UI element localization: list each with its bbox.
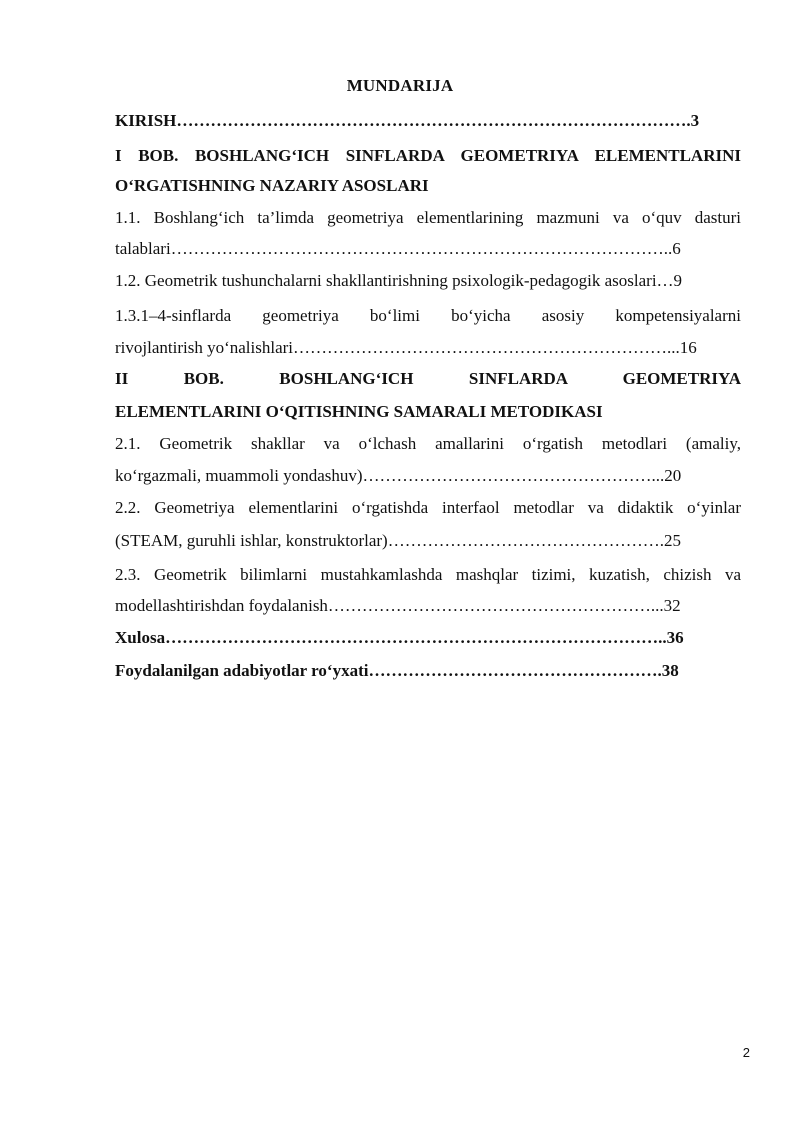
toc-entry-section-2-2-line-1: 2.2. Geometriya elementlarini o‘rgatishda interfaol metodlar va didaktik o‘yinlar — [115, 498, 741, 517]
toc-entry-section-2-3-line-1: 2.3. Geometrik bilimlarni mustahkamlashda mashqlar tizimi, kuzatish, chizish va — [115, 565, 741, 584]
toc-entry-section-1-3-line-1: 1.3.1–4-sinflarda geometriya bo‘limi bo‘yicha asosiy kompetensiyalarni — [115, 306, 741, 325]
toc-entry-chapter-1-line-1: I BOB. BOSHLANG‘ICH SINFLARDA GEOMETRIYA ELEMENTLARINI — [115, 146, 741, 165]
toc-entry-section-2-1-line-2: ko‘rgazmali, muammoli yondashuv)……………………………………………...20 — [115, 466, 682, 485]
toc-entry-section-1-1-line-2: talablari……………………………………………………………………………..6 — [115, 239, 681, 258]
page-title: MUNDARIJA — [346, 76, 454, 95]
toc-entry-section-1-2: 1.2. Geometrik tushunchalarni shakllantirishning psixologik-pedagogik asoslari…9 — [115, 271, 683, 290]
toc-entry-section-1-3-line-2: rivojlantirish yo‘nalishlari…………………………………………………………...16 — [115, 338, 697, 357]
toc-entry-section-1-1-line-1: 1.1. Boshlang‘ich ta’limda geometriya elementlarining mazmuni va o‘quv dasturi — [115, 208, 741, 227]
toc-entry-section-2-1-line-1: 2.1. Geometrik shakllar va o‘lchash amallarini o‘rgatish metodlari (amaliy, — [115, 434, 741, 453]
toc-entry-adabiyotlar: Foydalanilgan adabiyotlar ro‘yxati…………………………………………….38 — [115, 661, 679, 680]
toc-entry-chapter-1-line-2: O‘RGATISHNING NAZARIY ASOSLARI — [115, 176, 429, 195]
toc-entry-xulosa: Xulosa……………………………………………………………………………..36 — [115, 628, 684, 647]
toc-entry-section-2-3-line-2: modellashtirishdan foydalanish…………………………………………………...32 — [115, 596, 681, 615]
page-number: 2 — [742, 1045, 750, 1060]
toc-entry-kirish: KIRISH……………………………………………………………………………….3 — [115, 111, 700, 130]
toc-entry-section-2-2-line-2: (STEAM, guruhli ishlar, konstruktorlar)………………………………………….25 — [115, 531, 681, 550]
toc-entry-chapter-2-line-1: II BOB. BOSHLANG‘ICH SINFLARDA GEOMETRIYA — [115, 369, 741, 388]
toc-entry-chapter-2-line-2: ELEMENTLARINI O‘QITISHNING SAMARALI METODIKASI — [115, 402, 603, 421]
